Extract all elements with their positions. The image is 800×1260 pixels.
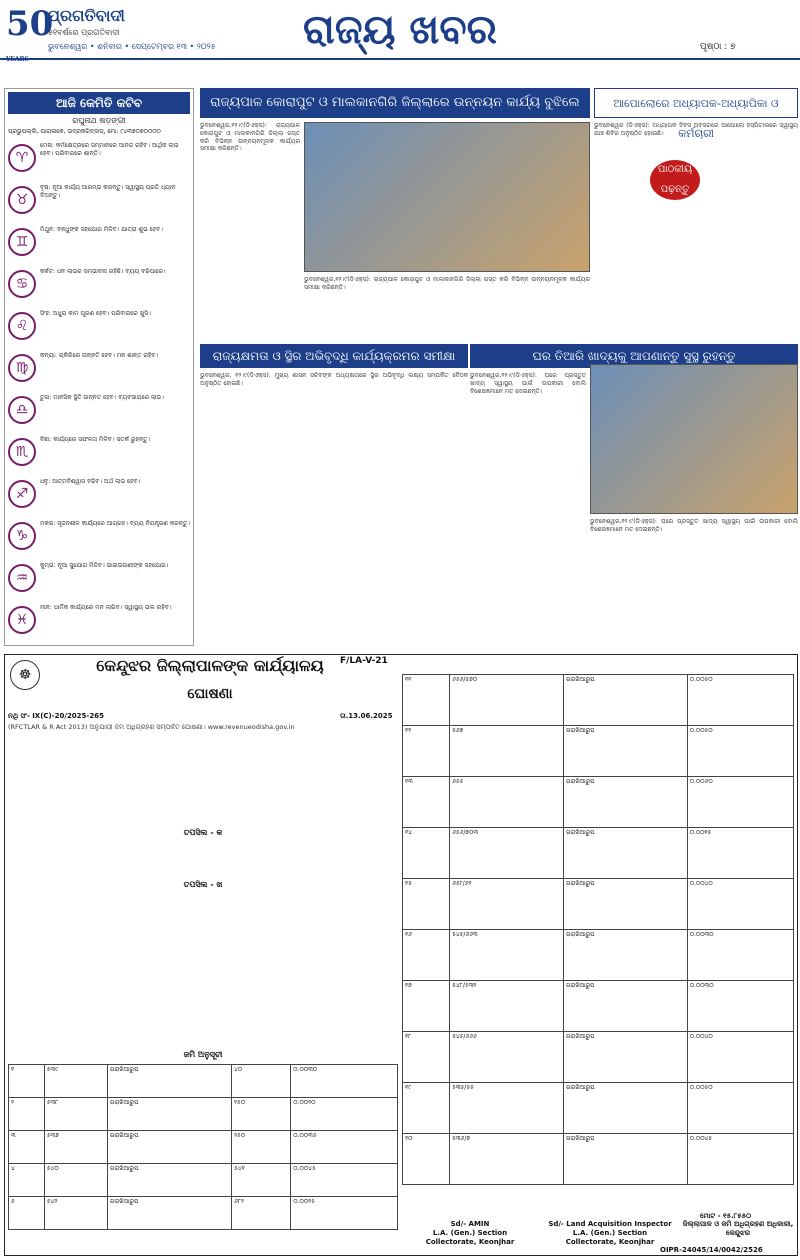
leo-icon: ♌ (8, 312, 36, 340)
libra-icon: ♎ (8, 396, 36, 424)
table-cell: ୫୩୬/୭ (450, 1134, 564, 1185)
table-cell: ୨୫୦ (232, 1098, 291, 1131)
table-cell: ୪୦ (232, 1065, 291, 1098)
table-cell: ୫୪୨ (44, 1197, 107, 1230)
article-homefood-body-2: ଭୁବନେଶ୍ୱର,୧୨।୯(ଡିଏକ୍ସ): ଘରେ ପ୍ରସ୍ତୁତ ଖାଦ୍ୟ ସ୍ୱାସ୍ଥ୍ୟ ପାଇଁ ଉପକାରୀ ବୋଲି ବିଶେଷଜ୍ଞମାନେ ମତ ଦେଇଛନ୍ତି। (590, 518, 798, 533)
land-table-left (8, 1064, 398, 1230)
zodiac-entry (8, 352, 190, 385)
aries-icon: ♈ (8, 144, 36, 172)
odisha-emblem-icon: ☸ (10, 660, 40, 690)
table-cell: ୫୩୫/୫୫ (450, 1083, 564, 1134)
table-cell: ୬୫୮/୬୨ (450, 879, 564, 930)
table-row (9, 1197, 398, 1230)
page-number: ପୃଷ୍ଠା : ୭ (700, 42, 736, 52)
zodiac-text: ମୀନ: ଧାର୍ମିକ କାର୍ଯ୍ୟରେ ମନ ଲାଗିବ। ସ୍ୱାସ୍ଥ୍ୟ ଭଲ ରହିବ। (40, 604, 172, 611)
table-cell: ଗରାଖିଆରୁପ (563, 828, 687, 879)
table-cell: ୫୪୧ (232, 1164, 291, 1197)
table-cell: ୦.୦୦୫୦ (687, 726, 793, 777)
table-cell: ୦.୦୦୬୦ (687, 777, 793, 828)
zodiac-entry (8, 604, 190, 637)
reference-date: ତା.13.06.2025 (340, 712, 393, 720)
readmore-badge: ପାଠକୀୟ ପଢ଼ନ୍ତୁ (650, 160, 700, 200)
zodiac-entry (8, 394, 190, 427)
article-governor-body-2: ଭୁବନେଶ୍ୱର,୧୨।୯(ଡିଏକ୍ସ): ରାଜ୍ୟପାଳ କୋରାପୁଟ ଓ ମାଲକାନଗିରି ଜିଲ୍ଲା ଗସ୍ତ କରି ବିଭିନ୍ନ ଉନ୍ନୟନମୂଳକ କାର୍ଯ୍ୟର ସମୀକ୍ଷା କରିଛନ୍ତି। (304, 276, 590, 291)
dateline: ଭୁବନେଶ୍ୱର • ଶନିବାର • ସେପ୍ଟେମ୍ବର ୧୩ • ୨୦୨୫ (48, 42, 216, 51)
astrology-author: ରଘୁନାଥ ଷଡ଼ଙ୍ଗୀ (72, 116, 126, 125)
zodiac-text: ବୃଷ: ନୂଆ କାର୍ଯ୍ୟ ଆରମ୍ଭ କରନ୍ତୁ। ସ୍ୱାସ୍ଥ୍ୟ ପ୍ରତି ଧ୍ୟାନ ଦିଅନ୍ତୁ। (40, 184, 176, 199)
zodiac-entry (8, 520, 190, 553)
table-cell: ୦.୦୦୫୦ (687, 675, 793, 726)
zodiac-text: ମିଥୁନ: ବନ୍ଧୁଙ୍କ ସହଯୋଗ ମିଳିବ। ଯାତ୍ରା ଶୁଭ ହେବ। (40, 226, 163, 233)
table-cell: ୨୦ (403, 1134, 450, 1185)
land-table-right (402, 674, 794, 1185)
table-cell: ଗରାଖିଆରୁପ (563, 1134, 687, 1185)
table-cell: ୧୯ (403, 1083, 450, 1134)
aquarius-icon: ♒ (8, 564, 36, 592)
table-cell: ୫୩୮ (44, 1098, 107, 1131)
notice-intro: (RFCTLAR & R Act 2013) ଅନୁଯାୟୀ ଜମି ଅଧିଗ୍ରହଣ ସମ୍ପର୍କିତ ଘୋଷଣା। www.revenueodisha.gov.in (8, 724, 295, 731)
table-cell: ୫୩୭ (44, 1131, 107, 1164)
table-cell: ୬୮୨ (232, 1197, 291, 1230)
article-apollo-body: ଭୁବନେଶ୍ୱର (ଡିଏକ୍ସ): ଅଧ୍ୟାପକ ଦିବସ ଅବସରରେ ଆପୋଲୋ ହସ୍ପିଟାଲରେ ସ୍ୱାସ୍ଥ୍ୟ ଯାଞ୍ଚ ଶିବିର ଅନୁଷ୍ଠିତ ହୋଇଛି। (594, 122, 798, 137)
table-cell: ୫୪୮/୫୩୧ (450, 981, 564, 1032)
zodiac-text: ତୁଳା: ମାନସିକ ସ୍ଥିତି ଉନ୍ନତ ହେବ। ବ୍ୟବସାୟରେ ଲାଭ। (40, 394, 164, 401)
table-cell: ଗରାଖିଆରୁପ (563, 1032, 687, 1083)
table-row (403, 1032, 794, 1083)
signature-inspector: Sd/- Land Acquisition Inspector L.A. (Gen.) Section Collectorate, Keonjhar (548, 1220, 672, 1246)
table-cell: ୩ (9, 1131, 45, 1164)
scorpio-icon: ♏ (8, 438, 36, 466)
zodiac-text: କର୍କଟ: ଧନ ଲାଭର ସମ୍ଭାବନା ରହିଛି। ବ୍ୟୟ ବଢିପାରେ। (40, 268, 166, 275)
table-cell: ୦.୦୦୩୦ (687, 930, 793, 981)
table-row (9, 1164, 398, 1197)
table-cell: ଗରାଖିଆରୁପ (563, 726, 687, 777)
oipr-code: OIPR-24045/14/0042/2526 (660, 1246, 763, 1254)
article-review-body: ଭୁବନେଶ୍ୱର, ୧୨।୯(ଡିଏକ୍ସ): ମୁଖ୍ୟ ଶାସନ ସଚିବଙ୍କ ଅଧ୍ୟକ୍ଷତାରେ ସ୍ଥିର ଅଭିବୃଦ୍ଧି ଲକ୍ଷ୍ୟ ସମ୍ପର୍କିତ ବୈଠକ ଅନୁଷ୍ଠିତ ହୋଇଛି। (200, 372, 468, 387)
table-cell: ୦.୦୦୪୫ (291, 1164, 398, 1197)
notice-subtitle: ଘୋଷଣା (187, 686, 233, 702)
table-cell: ଗରାଖିଆରୁପ (107, 1098, 231, 1131)
table-row (403, 879, 794, 930)
table-row (403, 930, 794, 981)
table-row (403, 726, 794, 777)
table-cell: ୦.୦୦୨୫ (291, 1197, 398, 1230)
table-cell: ଗରାଖିଆରୁପ (563, 879, 687, 930)
table-cell: ଗରାଖିଆରୁପ (563, 930, 687, 981)
headline-governor: ରାଜ୍ୟପାଳ କୋରାପୁଟ ଓ ମାଲକାନଗିରି ଜିଲ୍ଲାରେ ଉନ୍ନୟନ କାର୍ଯ୍ୟ ବୁଝିଲେ (200, 88, 590, 118)
table-cell: ଗରାଖିଆରୁପ (107, 1065, 231, 1098)
table-cell: ୧୭ (403, 981, 450, 1032)
table-cell: ୦.୦୦୪୫ (687, 1134, 793, 1185)
table-cell: ଗରାଖିଆରୁପ (563, 675, 687, 726)
headline-review: ରାଜ୍ୟକ୍ଷମତା ଓ ସ୍ଥିର ଅଭିବୃଦ୍ଧି କାର୍ଯ୍ୟକ୍ରମର ସମୀକ୍ଷା (200, 344, 468, 368)
table-cell: ୧୪ (403, 828, 450, 879)
table-cell: ୦.୦୦୪୦ (687, 879, 793, 930)
taurus-icon: ♉ (8, 186, 36, 214)
table-row (403, 777, 794, 828)
table-cell: ଗରାଖିଆରୁପ (563, 1083, 687, 1134)
table-cell: ୧୨ (403, 726, 450, 777)
article-homefood-body: ଭୁବନେଶ୍ୱର,୧୨।୯(ଡିଏକ୍ସ): ଘରେ ପ୍ରସ୍ତୁତ ଖାଦ୍ୟ ସ୍ୱାସ୍ଥ୍ୟ ପାଇଁ ଉପକାରୀ ବୋଲି ବିଶେଷଜ୍ଞମାନେ ମତ ଦେଇଛନ୍ତି। (470, 372, 586, 395)
table-row (403, 1083, 794, 1134)
table-cell: ୧୩ (403, 777, 450, 828)
article-governor-body: ଭୁବନେଶ୍ୱର,୧୨।୯(ଡିଏକ୍ସ): ରାଜ୍ୟପାଳ କୋରାପୁଟ ଓ ମାଲକାନଗିରି ଜିଲ୍ଲା ଗସ୍ତ କରି ବିଭିନ୍ନ ଉନ୍ନୟନମୂଳକ କାର୍ଯ୍ୟର ସମୀକ୍ଷା କରିଛନ୍ତି। (200, 122, 300, 153)
table-cell: ୧୬ (403, 930, 450, 981)
zodiac-entry (8, 478, 190, 511)
zodiac-entry (8, 310, 190, 343)
table-cell: ୦.୦୦୨୫ (687, 828, 793, 879)
logo-50-years: 50 YEARS (6, 4, 54, 63)
zodiac-entry (8, 142, 190, 175)
notice-title: କେନ୍ଦୁଝର ଜିଲ୍ଲାପାଳଙ୍କ କାର୍ଯ୍ୟାଳୟ (96, 656, 324, 675)
total-area: ମୋଟ - ୧୫.୮୫୫୦ (700, 1212, 752, 1220)
signature-collector: ଜିଲ୍ଲାପାଳ ଓ ଜମି ଅଧିଗ୍ରହଣ ଅଧିକାରୀ, କେନ୍ଦୁଝର (682, 1220, 794, 1237)
virgo-icon: ♍ (8, 354, 36, 382)
zodiac-text: ସିଂହ: ଅଧୁରା କାମ ପୂରଣ ହେବ। ପରିବାରରେ ଖୁସି। (40, 310, 151, 317)
table-row (9, 1131, 398, 1164)
table-cell: ୫୬୭ (450, 726, 564, 777)
table-cell: ୧ (9, 1065, 45, 1098)
table-cell: ୨ (9, 1098, 45, 1131)
zodiac-entry (8, 562, 190, 595)
land-list-title: ଜମି ଅନୁସୂଚୀ (183, 1050, 223, 1059)
astrology-intro: ପ୍ରଭୁପଲ୍ଲି, ପାରାଳାକେ, ଭଦ୍ରକଗିବ୍ଲଡ୍, ମୋ: ୯୪୩୭୦୭୦୦୦୦ (8, 128, 161, 135)
sagittarius-icon: ♐ (8, 480, 36, 508)
table-cell: ୧୮ (403, 1032, 450, 1083)
table-cell: ୫୪୫/୬୬୬ (450, 1032, 564, 1083)
zodiac-text: ମେଷ: କର୍ମକ୍ଷେତ୍ରରେ ସମ୍ମାନରେ ଆନନ୍ଦ ରହିବ। ଆର୍ଥିକ ଲାଭ ହେବ। ପରିବାରରେ ଶାନ୍ତି। (40, 142, 179, 157)
zodiac-text: ବିଛା: କାର୍ଯ୍ୟରେ ସଫଳତା ମିଳିବ। ସତର୍କ ରୁହନ୍ତୁ। (40, 436, 151, 443)
table-cell: ଗରାଖିଆରୁପ (563, 777, 687, 828)
form-id: F/LA-V-21 (340, 656, 388, 666)
table-cell: ୦.୦୦୩୫ (291, 1131, 398, 1164)
gemini-icon: ♊ (8, 228, 36, 256)
table-row (9, 1065, 398, 1098)
homefood-photo (590, 364, 798, 514)
zodiac-text: ମକର: ସୃଜନଶୀଳ କାର୍ଯ୍ୟରେ ଆଗ୍ରହ। ବ୍ୟୟ ନିୟନ୍ତ୍ରଣ କରନ୍ତୁ। (40, 520, 190, 527)
table-cell: ୬୫୫ (450, 777, 564, 828)
headline-homefood: ଘର ତିଆରି ଖାଦ୍ୟକୁ ଆପଣାନ୍ତୁ ସୁସ୍ଥ ରୁହନ୍ତୁ (470, 344, 798, 368)
zodiac-entry (8, 268, 190, 301)
zodiac-entry (8, 184, 190, 217)
governor-photo (304, 122, 590, 272)
section-title: ରାଜ୍ୟ ଖବର (303, 7, 497, 53)
zodiac-text: ଧନୁ: ଆତ୍ମବିଶ୍ୱାସ ବଢିବ। ଅର୍ଥ ଲାଭ ହେବ। (40, 478, 141, 485)
table-row (403, 828, 794, 879)
table-cell: ୦.୦୦୩୦ (687, 981, 793, 1032)
table-cell: ଗରାଖିଆରୁପ (107, 1131, 231, 1164)
table-cell: ଗରାଖିଆରୁପ (107, 1164, 231, 1197)
capricorn-icon: ♑ (8, 522, 36, 550)
zodiac-entry (8, 436, 190, 469)
zodiac-text: କନ୍ୟା: ଚାକିରିରେ ଉନ୍ନତି ହେବ। ମନ ଶାନ୍ତ ରହିବ। (40, 352, 159, 359)
astrology-header: ଆଜି କେମିତି କଟିବ (8, 92, 190, 114)
schedule-a-title: ତପସିଲ - କ (183, 828, 223, 837)
zodiac-text: କୁମ୍ଭ: ନୂଆ ସୁଯୋଗ ମିଳିବ। ଭାଇଭଉଣୀଙ୍କ ସହଯୋଗ। (40, 562, 169, 569)
table-cell: ୬୫୬/୭୦୩ (450, 828, 564, 879)
reference-number: ନଥି ସଂ- IX(C)-20/2025-265 (8, 712, 104, 720)
table-cell: ୦.୦୦୩୦ (291, 1065, 398, 1098)
cancer-icon: ♋ (8, 270, 36, 298)
table-cell: ଗରାଖିଆରୁପ (107, 1197, 231, 1230)
brand-name: ପ୍ରଗତିବାଦୀ (48, 6, 125, 25)
table-cell: ୧୧ (403, 675, 450, 726)
table-cell: ୫୩୯ (44, 1065, 107, 1098)
table-cell: ୬୫୬/୫୭୦ (450, 675, 564, 726)
table-row (403, 1134, 794, 1185)
table-cell: ୫୪୫/୬୬୩ (450, 930, 564, 981)
table-row (9, 1098, 398, 1131)
table-cell: ୦.୦୦୪୦ (687, 1032, 793, 1083)
schedule-b-title: ତପସିଲ - ଖ (183, 880, 223, 889)
signature-amin: Sd/- AMIN L.A. (Gen.) Section Collectorate, Keonjhar (425, 1220, 515, 1246)
table-cell: ଗରାଖିଆରୁପ (563, 981, 687, 1032)
table-row (403, 675, 794, 726)
table-row (403, 981, 794, 1032)
zodiac-entry (8, 226, 190, 259)
table-cell: ୦.୦୦୨୦ (291, 1098, 398, 1131)
table-cell: ୪ (9, 1164, 45, 1197)
headline-apollo: ଆପୋଲୋରେ ଅଧ୍ୟାପକ-ଅଧ୍ୟାପିକା ଓ କର୍ମଚାରୀ (594, 88, 798, 118)
table-cell: ୫ (9, 1197, 45, 1230)
table-cell: ୦.୦୦୫୦ (687, 1083, 793, 1134)
edition-line: ୫୧ବର୍ଷରେ ପ୍ରଗତିବାଦୀ (48, 28, 120, 37)
table-cell: ୫୪୦ (44, 1164, 107, 1197)
table-cell: ୧୫ (403, 879, 450, 930)
pisces-icon: ♓ (8, 606, 36, 634)
table-cell: ୨୫୦ (232, 1131, 291, 1164)
